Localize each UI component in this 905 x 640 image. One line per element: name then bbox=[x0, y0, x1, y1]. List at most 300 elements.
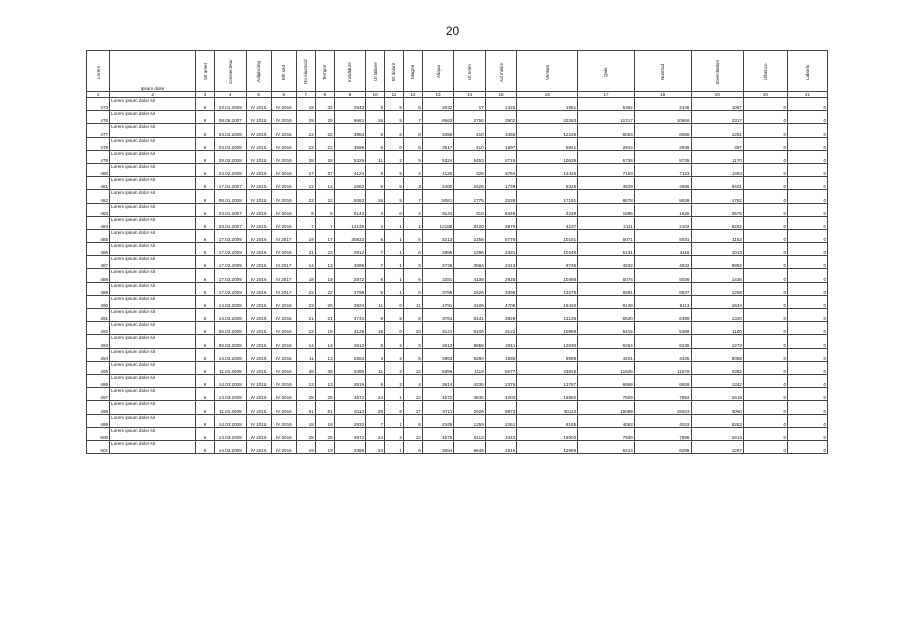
table-cell: 7894 bbox=[634, 388, 691, 401]
table-cell: 14 bbox=[315, 335, 334, 348]
table-cell: 17 bbox=[403, 401, 422, 414]
table-cell: 7 bbox=[315, 216, 334, 229]
table-cell: 14.03.2008 bbox=[215, 388, 246, 401]
table-cell: 0 bbox=[743, 177, 787, 190]
table-cell: 11 bbox=[366, 295, 385, 308]
table-cell: 7 bbox=[403, 111, 422, 124]
table-cell: 1626 bbox=[454, 282, 485, 295]
table-cell: 17 bbox=[315, 229, 334, 242]
table-cell: 4572 bbox=[334, 388, 365, 401]
table-cell: 9 bbox=[403, 150, 422, 163]
table-cell: IV 2016 bbox=[271, 322, 296, 335]
table-cell: 0 bbox=[743, 229, 787, 242]
header-cell bbox=[271, 51, 296, 92]
table-cell: 1251 bbox=[691, 124, 743, 137]
table-cell: 5362 bbox=[578, 98, 635, 111]
table-cell: IV 2016 bbox=[271, 361, 296, 374]
table-cell: 19 bbox=[296, 229, 315, 242]
table-cell: 2963 bbox=[422, 348, 453, 361]
column-number-cell: 19 bbox=[691, 92, 743, 98]
table-cell: 04.04.2008 bbox=[215, 137, 246, 150]
table-cell: 492 bbox=[87, 322, 110, 335]
column-number-cell: 14 bbox=[454, 92, 485, 98]
table-cell: 1 bbox=[385, 440, 404, 453]
table-cell: IV 2016 bbox=[271, 388, 296, 401]
table-cell: 8325 bbox=[517, 177, 578, 190]
table-cell: 06.03.2008 bbox=[215, 322, 246, 335]
header-label: Laboris bbox=[805, 64, 811, 80]
table-cell: 3630 bbox=[454, 388, 485, 401]
table-cell: 12226 bbox=[517, 124, 578, 137]
header-row bbox=[87, 51, 828, 92]
column-number-cell: 21 bbox=[788, 92, 828, 98]
table-cell: 1 bbox=[385, 388, 404, 401]
table-cell: 3122 bbox=[485, 322, 516, 335]
table-cell: 25 bbox=[296, 427, 315, 440]
table-cell: 6 bbox=[403, 309, 422, 322]
table-cell: 2331 bbox=[485, 243, 516, 256]
table-cell: 2563 bbox=[334, 348, 365, 361]
table-cell: 397 bbox=[691, 137, 743, 150]
table-cell: 0 bbox=[743, 216, 787, 229]
header-label: Ad minim bbox=[498, 62, 504, 82]
table-cell: 0 bbox=[788, 124, 828, 137]
table-cell: 9 bbox=[366, 98, 385, 111]
table-cell: 4425 bbox=[634, 348, 691, 361]
table-cell: 5063 bbox=[334, 190, 365, 203]
address-cell: Lorem ipsum dolor sit bbox=[110, 256, 196, 269]
table-cell: 8113 bbox=[454, 427, 485, 440]
table-cell: 7 bbox=[403, 190, 422, 203]
table-cell: 0 bbox=[743, 150, 787, 163]
table-cell: 2543 bbox=[334, 98, 365, 111]
table-cell: 27 bbox=[315, 163, 334, 176]
table-cell: 11578 bbox=[634, 361, 691, 374]
table-cell: 14.03.2008 bbox=[215, 414, 246, 427]
table-cell: III 2017 bbox=[271, 282, 296, 295]
table-cell: 5061 bbox=[422, 190, 453, 203]
table-cell: 23625 bbox=[517, 361, 578, 374]
address-cell: Lorem ipsum dolor sit bbox=[110, 229, 196, 242]
table-cell: 28 bbox=[315, 427, 334, 440]
table-cell: IV 2016 bbox=[246, 414, 271, 427]
table-cell: 8678 bbox=[578, 190, 635, 203]
table-cell: 0 bbox=[385, 203, 404, 216]
table-cell: 2986 bbox=[422, 243, 453, 256]
address-cell: Lorem ipsum dolor sit bbox=[110, 335, 196, 348]
table-cell: 12 bbox=[403, 361, 422, 374]
table-cell: IV 2015 bbox=[271, 177, 296, 190]
table-body bbox=[87, 98, 828, 454]
address-cell: Lorem ipsum dolor sit bbox=[110, 163, 196, 176]
table-cell: 2 bbox=[385, 348, 404, 361]
address-cell: Lorem ipsum dolor sit bbox=[110, 282, 196, 295]
table-cell: 12 bbox=[403, 388, 422, 401]
table-cell: 12969 bbox=[517, 440, 578, 453]
table-cell: IV 2016 bbox=[271, 137, 296, 150]
table-cell: 32 bbox=[315, 98, 334, 111]
table-cell: 12188 bbox=[422, 216, 453, 229]
table-cell: 491 bbox=[87, 309, 110, 322]
table-cell: 1697 bbox=[485, 137, 516, 150]
table-cell: 3281 bbox=[422, 269, 453, 282]
table-cell: 0 bbox=[743, 163, 787, 176]
address-cell: Lorem ipsum dolor sit bbox=[110, 216, 196, 229]
table-cell: 0 bbox=[788, 150, 828, 163]
table-cell: 4116 bbox=[634, 243, 691, 256]
table-cell: 2261 bbox=[485, 414, 516, 427]
table-cell: 6 bbox=[196, 163, 215, 176]
header-label: Et dolore bbox=[391, 62, 397, 82]
table-cell: 0 bbox=[743, 440, 787, 453]
table-cell: 1762 bbox=[691, 190, 743, 203]
table-cell: 0 bbox=[743, 282, 787, 295]
header-cell bbox=[788, 51, 828, 92]
table-cell: 08.06.2007 bbox=[215, 111, 246, 124]
table-cell: IV 2016 bbox=[246, 163, 271, 176]
table-cell: 4124 bbox=[334, 163, 365, 176]
table-row bbox=[87, 229, 828, 242]
table-cell: 5 bbox=[385, 177, 404, 190]
table-cell: 30833 bbox=[334, 229, 365, 242]
table-cell: 15982 bbox=[517, 388, 578, 401]
table-cell: 17191 bbox=[517, 190, 578, 203]
table-cell: IV 2016 bbox=[246, 440, 271, 453]
table-cell: 6238 bbox=[634, 335, 691, 348]
table-cell: 3953 bbox=[334, 124, 365, 137]
table-cell: 1910 bbox=[485, 440, 516, 453]
table-cell: 1259 bbox=[454, 414, 485, 427]
table-cell: 0 bbox=[743, 256, 787, 269]
table-cell: 1152 bbox=[691, 229, 743, 242]
table-cell: 14.03.2008 bbox=[215, 348, 246, 361]
table-cell: 9448 bbox=[485, 203, 516, 216]
table-row bbox=[87, 269, 828, 282]
table-cell: 6453 bbox=[454, 150, 485, 163]
table-cell: 4043 bbox=[634, 414, 691, 427]
address-cell: Lorem ipsum dolor sit bbox=[110, 295, 196, 308]
table-cell: 5389 bbox=[634, 322, 691, 335]
table-cell: IV 2016 bbox=[271, 414, 296, 427]
table-cell: 17.02.2009 bbox=[215, 229, 246, 242]
table-cell: 0 bbox=[788, 98, 828, 111]
table-cell: 5735 bbox=[634, 150, 691, 163]
address-cell: Lorem ipsum dolor sit bbox=[110, 309, 196, 322]
table-row bbox=[87, 440, 828, 453]
table-cell: 24.02.2008 bbox=[215, 163, 246, 176]
table-cell: 0 bbox=[788, 348, 828, 361]
table-cell: 8658 bbox=[454, 335, 485, 348]
table-cell: IV 2016 bbox=[246, 361, 271, 374]
table-cell: 6 bbox=[403, 269, 422, 282]
table-cell: 6537 bbox=[634, 282, 691, 295]
table-row bbox=[87, 374, 828, 387]
table-cell: 1170 bbox=[691, 150, 743, 163]
table-cell: 12 bbox=[403, 427, 422, 440]
table-cell: III 2017 bbox=[271, 229, 296, 242]
table-cell: 5324 bbox=[422, 150, 453, 163]
table-cell: 4106 bbox=[454, 295, 485, 308]
table-cell: 0 bbox=[385, 322, 404, 335]
table-cell: 9 bbox=[366, 309, 385, 322]
table-cell: 3213 bbox=[422, 229, 453, 242]
header-label: Quis bbox=[603, 67, 609, 77]
page-number: 20 bbox=[445, 24, 460, 38]
table-cell: IV 2016 bbox=[271, 111, 296, 124]
table-cell: 1119 bbox=[454, 361, 485, 374]
table-cell: 0 bbox=[743, 401, 787, 414]
address-cell: Lorem ipsum dolor sit bbox=[110, 150, 196, 163]
table-cell: 8646 bbox=[454, 440, 485, 453]
table-cell: 10 bbox=[366, 440, 385, 453]
table-cell: 29 bbox=[366, 401, 385, 414]
table-cell: 0 bbox=[788, 203, 828, 216]
table-cell: 4401 bbox=[578, 348, 635, 361]
table-cell: IV 2016 bbox=[246, 282, 271, 295]
table-cell: 3684 bbox=[454, 256, 485, 269]
table-cell: 25 bbox=[296, 388, 315, 401]
address-cell: Lorem ipsum dolor sit bbox=[110, 440, 196, 453]
table-cell: 5031 bbox=[634, 229, 691, 242]
table-cell: 1296 bbox=[454, 243, 485, 256]
table-cell: 473 bbox=[87, 98, 110, 111]
table-cell: 487 bbox=[87, 256, 110, 269]
table-cell: 14 bbox=[296, 335, 315, 348]
document-table-wrapper bbox=[86, 50, 828, 454]
table-cell: 6 bbox=[196, 374, 215, 387]
table-cell: 500 bbox=[87, 427, 110, 440]
table-cell: 9401 bbox=[691, 177, 743, 190]
table-cell: 8 bbox=[315, 203, 334, 216]
table-cell: 0 bbox=[743, 137, 787, 150]
table-row bbox=[87, 322, 828, 335]
table-cell: 5 bbox=[366, 177, 385, 190]
address-cell: Lorem ipsum dolor sit bbox=[110, 98, 196, 111]
table-cell: 6 bbox=[385, 401, 404, 414]
table-cell: 22 bbox=[315, 124, 334, 137]
table-cell: 1 bbox=[385, 229, 404, 242]
table-cell: IV 2016 bbox=[271, 150, 296, 163]
table-cell: 10468 bbox=[517, 269, 578, 282]
table-cell: 30113 bbox=[517, 401, 578, 414]
table-cell: 2 bbox=[385, 335, 404, 348]
table-cell: 22 bbox=[315, 137, 334, 150]
table-cell: 22 bbox=[315, 282, 334, 295]
table-cell: IV 2016 bbox=[271, 401, 296, 414]
table-cell: IV 2016 bbox=[271, 124, 296, 137]
table-cell: 11.03.2008 bbox=[215, 361, 246, 374]
table-cell: 6 bbox=[196, 111, 215, 124]
table-cell: 0 bbox=[385, 295, 404, 308]
table-cell: 3129 bbox=[334, 322, 365, 335]
table-cell: 1436 bbox=[691, 269, 743, 282]
table-cell: 6 bbox=[196, 427, 215, 440]
column-number-cell: 8 bbox=[315, 92, 334, 98]
table-cell: 5131 bbox=[578, 243, 635, 256]
table-cell: 9113 bbox=[334, 401, 365, 414]
table-cell: 6 bbox=[196, 177, 215, 190]
table-cell: 25 bbox=[315, 295, 334, 308]
table-cell: 16 bbox=[366, 190, 385, 203]
table-cell: 1695 bbox=[578, 203, 635, 216]
table-cell: 476 bbox=[87, 111, 110, 124]
table-cell: 3 bbox=[366, 348, 385, 361]
table-cell: 0 bbox=[788, 269, 828, 282]
address-cell: Lorem ipsum dolor sit bbox=[110, 111, 196, 124]
table-cell: 4126 bbox=[422, 163, 453, 176]
table-cell: 4 bbox=[403, 203, 422, 216]
table-cell: 3 bbox=[403, 177, 422, 190]
table-cell: 0 bbox=[788, 388, 828, 401]
table-cell: 3121 bbox=[422, 322, 453, 335]
table-cell: 428 bbox=[454, 163, 485, 176]
table-cell: 497 bbox=[87, 388, 110, 401]
table-cell: 3698 bbox=[334, 256, 365, 269]
address-cell: Lorem ipsum dolor sit bbox=[110, 124, 196, 137]
table-cell: 6 bbox=[196, 440, 215, 453]
table-cell: 22 bbox=[296, 124, 315, 137]
table-cell: IV 2016 bbox=[246, 190, 271, 203]
table-cell: 6298 bbox=[634, 440, 691, 453]
table-cell: 15023 bbox=[634, 401, 691, 414]
table-cell: 2 bbox=[385, 427, 404, 440]
table-cell: 1 bbox=[385, 256, 404, 269]
table-cell: 6 bbox=[403, 256, 422, 269]
table-cell: III 2017 bbox=[271, 256, 296, 269]
table-cell: 0 bbox=[788, 190, 828, 203]
table-cell: 1342 bbox=[691, 374, 743, 387]
table-row bbox=[87, 309, 828, 322]
table-cell: 0 bbox=[743, 243, 787, 256]
table-cell: 6 bbox=[366, 137, 385, 150]
table-cell: 5074 bbox=[578, 269, 635, 282]
column-number-cell: 2 bbox=[110, 92, 196, 98]
table-cell: 0 bbox=[743, 388, 787, 401]
table-cell: 10191 bbox=[517, 229, 578, 242]
table-cell: IV 2016 bbox=[246, 98, 271, 111]
table-cell: 3744 bbox=[334, 309, 365, 322]
table-cell: 6 bbox=[196, 401, 215, 414]
table-cell: 28 bbox=[315, 150, 334, 163]
table-cell: 479 bbox=[87, 150, 110, 163]
table-cell: 16 bbox=[366, 111, 385, 124]
address-cell: Lorem ipsum dolor sit bbox=[110, 374, 196, 387]
table-cell: 19 bbox=[315, 440, 334, 453]
table-cell: IV 2016 bbox=[246, 309, 271, 322]
table-cell: 2872 bbox=[334, 269, 365, 282]
table-cell: 8253 bbox=[691, 414, 743, 427]
table-cell: 3764 bbox=[485, 163, 516, 176]
table-cell: 2626 bbox=[454, 401, 485, 414]
table-cell: 5 bbox=[385, 163, 404, 176]
table-row bbox=[87, 124, 828, 137]
column-number-cell: 4 bbox=[215, 92, 246, 98]
table-cell: 14 bbox=[366, 427, 385, 440]
table-row bbox=[87, 335, 828, 348]
table-cell: IV 2016 bbox=[271, 243, 296, 256]
table-cell: IV 2016 bbox=[246, 216, 271, 229]
table-cell: 21 bbox=[296, 309, 315, 322]
table-cell: 6 bbox=[196, 414, 215, 427]
table-cell: 27 bbox=[296, 163, 315, 176]
table-cell: 499 bbox=[87, 414, 110, 427]
table-cell: 3517 bbox=[422, 137, 453, 150]
table-cell: 6 bbox=[403, 335, 422, 348]
table-cell: 6 bbox=[196, 124, 215, 137]
table-cell: IV 2016 bbox=[271, 203, 296, 216]
table-cell: 13 bbox=[315, 256, 334, 269]
table-cell: 6661 bbox=[334, 111, 365, 124]
table-cell: 9144 bbox=[422, 203, 453, 216]
table-cell: 2736 bbox=[422, 256, 453, 269]
header-label: Sit amet bbox=[202, 63, 208, 81]
table-cell: 22 bbox=[315, 190, 334, 203]
table-cell: 1526 bbox=[454, 177, 485, 190]
table-cell: 18 bbox=[296, 98, 315, 111]
header-cell bbox=[196, 51, 215, 92]
address-cell: Lorem ipsum dolor sit bbox=[110, 177, 196, 190]
header-cell bbox=[743, 51, 787, 92]
table-cell: 0 bbox=[385, 137, 404, 150]
table-row bbox=[87, 98, 828, 111]
table-cell: IV 2016 bbox=[271, 295, 296, 308]
table-cell: 1 bbox=[385, 282, 404, 295]
table-cell: 2938 bbox=[634, 137, 691, 150]
table-cell: 478 bbox=[87, 137, 110, 150]
table-cell: 3598 bbox=[334, 137, 365, 150]
table-cell: 5 bbox=[385, 190, 404, 203]
table-cell: IV 2016 bbox=[246, 401, 271, 414]
table-cell: 2460 bbox=[422, 177, 453, 190]
table-cell: 9260 bbox=[454, 348, 485, 361]
table-cell: 6 bbox=[196, 150, 215, 163]
table-cell: 1325 bbox=[485, 98, 516, 111]
table-cell: 1287 bbox=[691, 440, 743, 453]
table-cell: 16426 bbox=[517, 295, 578, 308]
table-cell: 6063 bbox=[578, 124, 635, 137]
table-cell: 11828 bbox=[578, 361, 635, 374]
table-cell: 2 bbox=[366, 216, 385, 229]
table-cell: 0 bbox=[788, 322, 828, 335]
table-cell: 9 bbox=[366, 269, 385, 282]
table-cell: 501 bbox=[87, 440, 110, 453]
table-cell: 4572 bbox=[422, 388, 453, 401]
table-cell: 3238 bbox=[485, 190, 516, 203]
table-cell: 489 bbox=[87, 282, 110, 295]
table-row bbox=[87, 256, 828, 269]
table-cell: 493 bbox=[87, 335, 110, 348]
table-cell: 2715 bbox=[485, 150, 516, 163]
header-cell bbox=[296, 51, 315, 92]
column-number-cell: 11 bbox=[385, 92, 404, 98]
table-cell: 3814 bbox=[422, 374, 453, 387]
table-cell: 18 bbox=[315, 414, 334, 427]
table-row bbox=[87, 137, 828, 150]
table-cell: 10246 bbox=[517, 243, 578, 256]
table-cell: 29 bbox=[296, 111, 315, 124]
table-cell: 0 bbox=[743, 335, 787, 348]
table-cell: 04.04.2008 bbox=[215, 124, 246, 137]
table-row bbox=[87, 190, 828, 203]
table-cell: 21 bbox=[296, 243, 315, 256]
table-cell: 484 bbox=[87, 216, 110, 229]
table-cell: 16003 bbox=[517, 427, 578, 440]
table-cell: 3902 bbox=[485, 111, 516, 124]
table-cell: 8 bbox=[366, 335, 385, 348]
header-label: Lorem bbox=[95, 65, 101, 79]
column-number-cell: 20 bbox=[743, 92, 787, 98]
table-row bbox=[87, 388, 828, 401]
